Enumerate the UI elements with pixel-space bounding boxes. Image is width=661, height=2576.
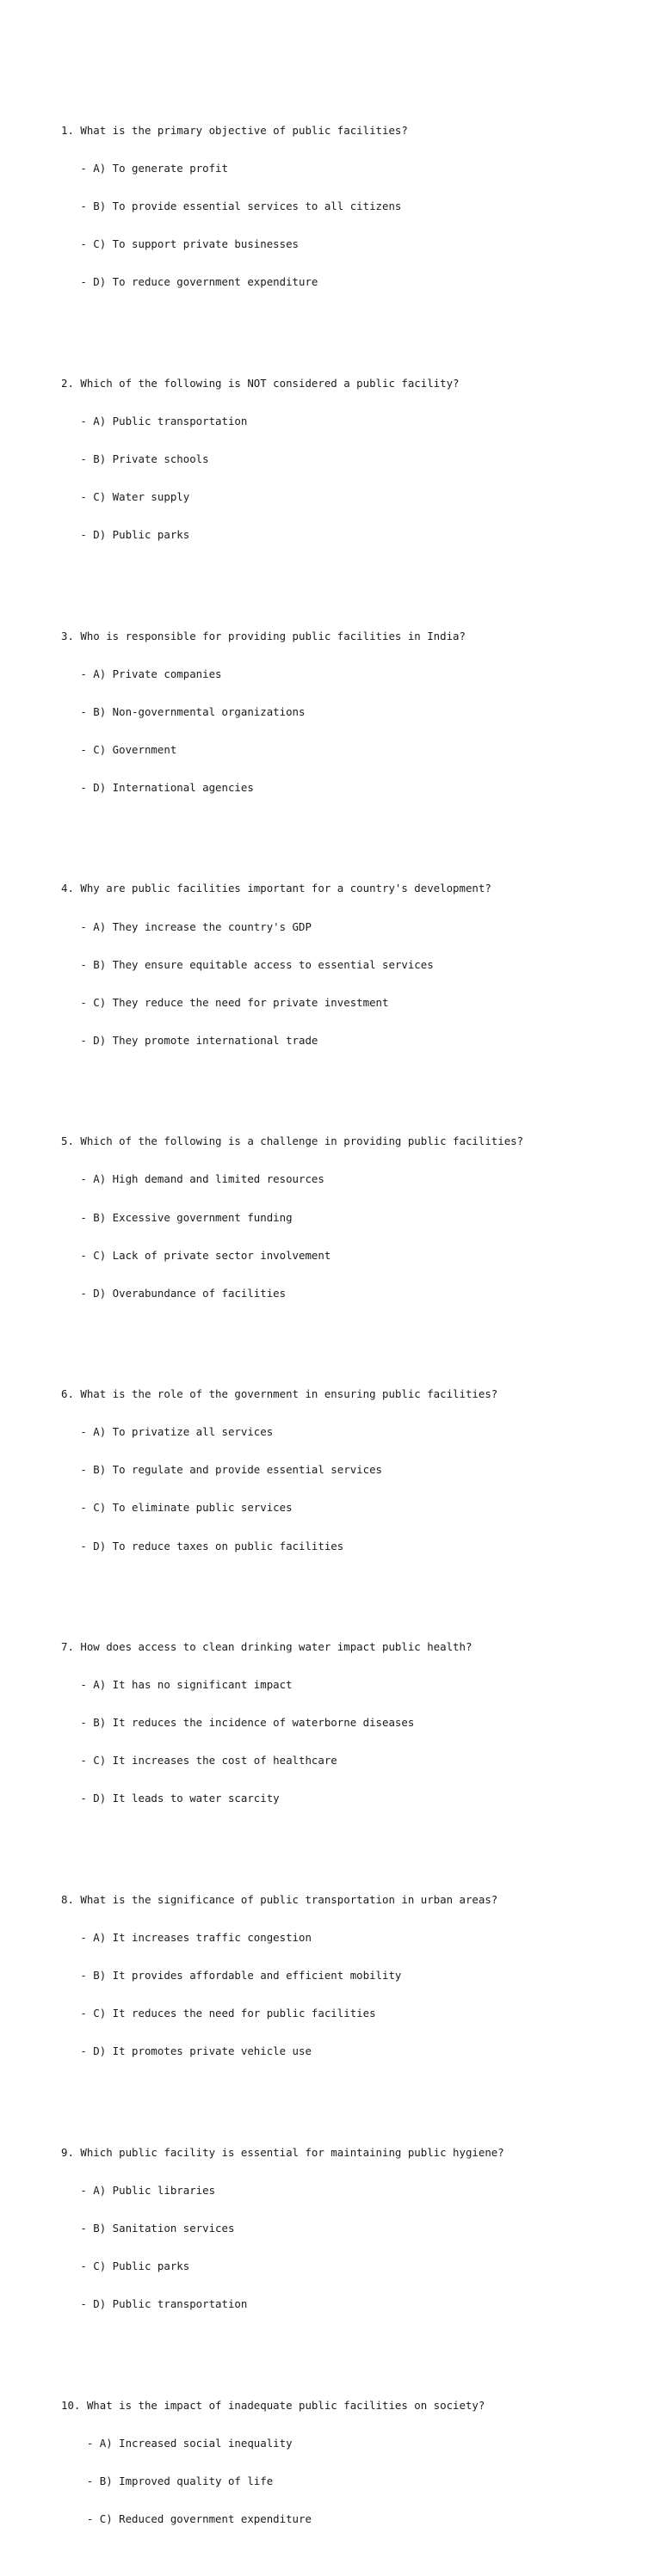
question-3 xyxy=(61,605,523,820)
option-b: - B) They ensure equitable access to essential services xyxy=(61,957,434,971)
option-c: - C) They reduce the need for private investment xyxy=(61,995,389,1009)
option-d: - D) Public parks xyxy=(61,528,190,542)
question-4 xyxy=(61,858,523,1073)
option-a: - A) High demand and limited resources xyxy=(61,1172,324,1186)
option-a: - A) Public libraries xyxy=(61,2183,216,2197)
option-d: - D) It promotes private vehicle use xyxy=(61,2044,312,2058)
question-text: 5. Which of the following is a challenge in providing public facilities? xyxy=(61,1134,524,1148)
option-d: - D) They promote international trade xyxy=(61,1033,318,1047)
option-b: - B) Private schools xyxy=(61,452,209,465)
option-c: - C) Public parks xyxy=(61,2259,190,2273)
option-b: - B) To regulate and provide essential services xyxy=(61,1463,382,1477)
option-a: - A) To privatize all services xyxy=(61,1425,274,1439)
option-c: - C) Government xyxy=(61,742,177,756)
option-d: - D) Overabundance of facilities xyxy=(61,1286,287,1300)
option-d: - D) It leads to water scarcity xyxy=(61,1792,280,1805)
option-a: - A) To generate profit xyxy=(61,161,228,175)
option-b: - B) Excessive government funding xyxy=(61,1210,293,1224)
option-c: - C) Reduced government expenditure xyxy=(61,2511,312,2525)
question-text: 2. Which of the following is NOT considered a public facility? xyxy=(61,376,460,390)
option-c: - C) Lack of private sector involvement xyxy=(61,1248,331,1262)
document-body xyxy=(61,74,523,2576)
option-b: - B) Non-governmental organizations xyxy=(61,704,306,718)
question-text: 8. What is the significance of public transportation in urban areas? xyxy=(61,1892,498,1906)
option-a: - A) Increased social inequality xyxy=(61,2436,293,2450)
question-1 xyxy=(61,99,523,314)
question-9 xyxy=(61,2121,523,2336)
option-b: - B) To provide essential services to all citizens xyxy=(61,200,402,212)
question-text: 10. What is the impact of inadequate public facilities on society? xyxy=(61,2398,485,2412)
option-a: - A) Private companies xyxy=(61,667,222,680)
option-a: - A) Public transportation xyxy=(61,414,248,427)
option-c: - C) To support private businesses xyxy=(61,237,300,251)
question-2 xyxy=(61,352,523,567)
option-b: - B) It reduces the incidence of waterborne diseases xyxy=(61,1716,415,1730)
option-c: - C) Water supply xyxy=(61,489,190,503)
option-a: - A) It has no significant impact xyxy=(61,1678,293,1692)
option-a: - A) It increases traffic congestion xyxy=(61,1931,312,1945)
option-d: - D) To reduce taxes on public facilities xyxy=(61,1539,344,1552)
question-text: 4. Why are public facilities important for a country's development? xyxy=(61,882,491,895)
option-d: - D) Public transportation xyxy=(61,2297,248,2311)
question-7 xyxy=(61,1616,523,1831)
question-10 xyxy=(61,2374,523,2551)
question-text: 6. What is the role of the government in ensuring public facilities? xyxy=(61,1387,498,1401)
option-c: - C) It increases the cost of healthcare xyxy=(61,1754,337,1768)
question-text: 9. Which public facility is essential for maintaining public hygiene? xyxy=(61,2145,504,2159)
question-8 xyxy=(61,1869,523,2084)
option-a: - A) They increase the country's GDP xyxy=(61,919,312,933)
question-6 xyxy=(61,1363,523,1578)
question-text: 3. Who is responsible for providing public facilities in India? xyxy=(61,629,466,642)
question-text: 7. How does access to clean drinking water impact public health? xyxy=(61,1640,473,1654)
question-text: 1. What is the primary objective of public facilities? xyxy=(61,123,408,137)
question-5 xyxy=(61,1110,523,1325)
option-d: - D) International agencies xyxy=(61,780,254,794)
option-c: - C) To eliminate public services xyxy=(61,1501,293,1515)
option-c: - C) It reduces the need for public facilities xyxy=(61,2007,376,2020)
option-d: - D) To reduce government expenditure xyxy=(61,275,318,289)
option-b: - B) Improved quality of life xyxy=(61,2474,274,2487)
option-b: - B) It provides affordable and efficient mobility xyxy=(61,1969,402,1983)
option-b: - B) Sanitation services xyxy=(61,2222,235,2235)
